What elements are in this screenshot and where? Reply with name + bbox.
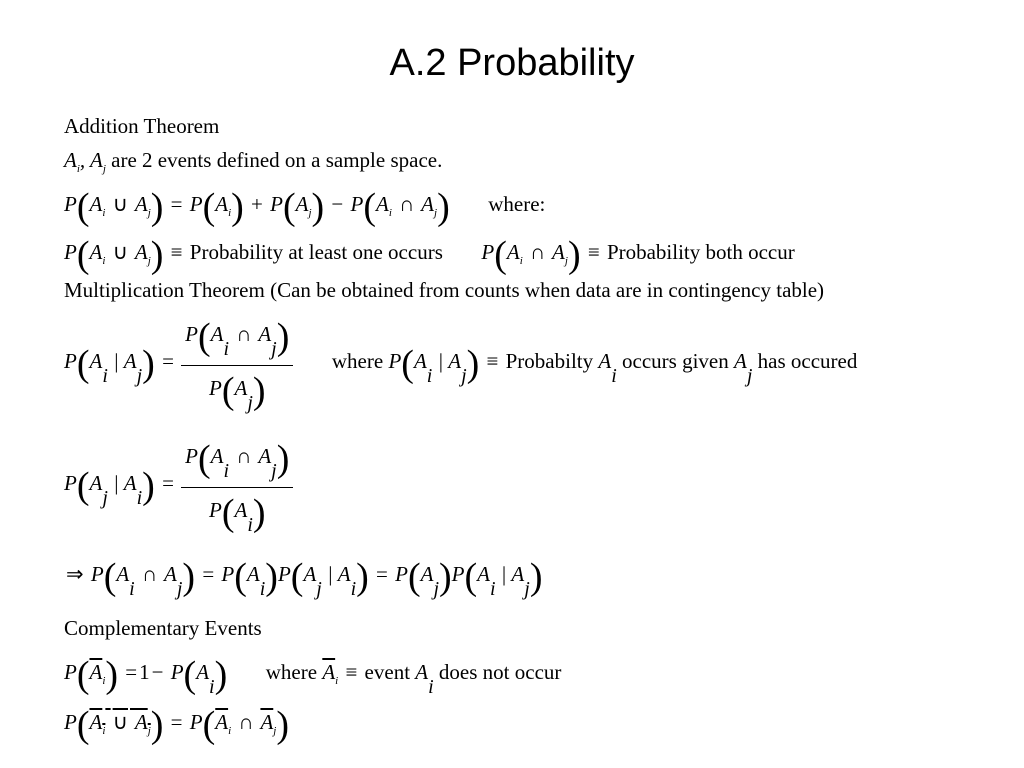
events-desc: are 2 events defined on a sample space.	[111, 148, 443, 172]
number-one: 1	[139, 660, 150, 684]
demorgan-formula: $P(A_i$ ∪ $A_j) = P(\overline{A}_i$ ∩ $\overline{A}_j$)	[64, 704, 289, 746]
complement-formula: $P(\overline{A}_i) =1- P(A_i)$ where $\overline{A}_i$ ≡ event $A_i$ does not occur	[64, 654, 562, 698]
cond-text-1: Probabilty	[505, 349, 594, 373]
events-definition: $A_i$, $A_j$ are 2 events defined on a sample space.	[64, 148, 443, 175]
where-label: where:	[488, 192, 546, 216]
multiplication-heading: Multiplication Theorem (Can be obtained from counts when data are in contingency table)	[64, 278, 825, 302]
cond-text-3: has occured	[757, 349, 858, 373]
addition-formula: $P(A_i$ ∪ $A_j) = P(A_i) + P(A_j) - P(A_i$ ∩ $A_j$) where:	[64, 186, 546, 228]
event-word: event	[364, 660, 411, 684]
does-not-occur: does not occur	[438, 660, 562, 684]
slide-title: A.2 Probability	[389, 42, 635, 84]
where-word-1: where	[331, 349, 384, 373]
at-least-one-text: Probability at least one occurs	[189, 240, 443, 264]
multiplication-result: ⇒ $P(A_i$ ∩ $A_j) = P(A_i)P(A_j$ | $A_i) = P(A_j)P(A_i$ | $A_j$)	[66, 556, 543, 600]
complementary-heading: Complementary Events	[64, 616, 262, 640]
where-word-2: where	[265, 660, 318, 684]
conditional-formula-1: $P(A_i$ | $A_j$) = $\frac{P(A_i \cap A_j)}{P(A_j)}$ where $P(A_i$ | $A_j$) ≡ Probabilty $A_i$ occurs given $A_j$ has occured	[64, 316, 858, 414]
addition-definitions: $P(A_i$ ∪ $A_j$) ≡ Probability at least one occurs $P(A_i$ ∩ $A_j$) ≡ Probability both occur	[64, 234, 795, 276]
conditional-formula-2: $P(A_j$ | $A_i$) = $\frac{P(A_i \cap A_j)}{P(A_i)}$	[64, 440, 293, 535]
both-occur-text: Probability both occur	[606, 240, 795, 264]
cond-text-2: occurs given	[622, 349, 729, 373]
addition-heading: Addition Theorem	[64, 114, 220, 138]
